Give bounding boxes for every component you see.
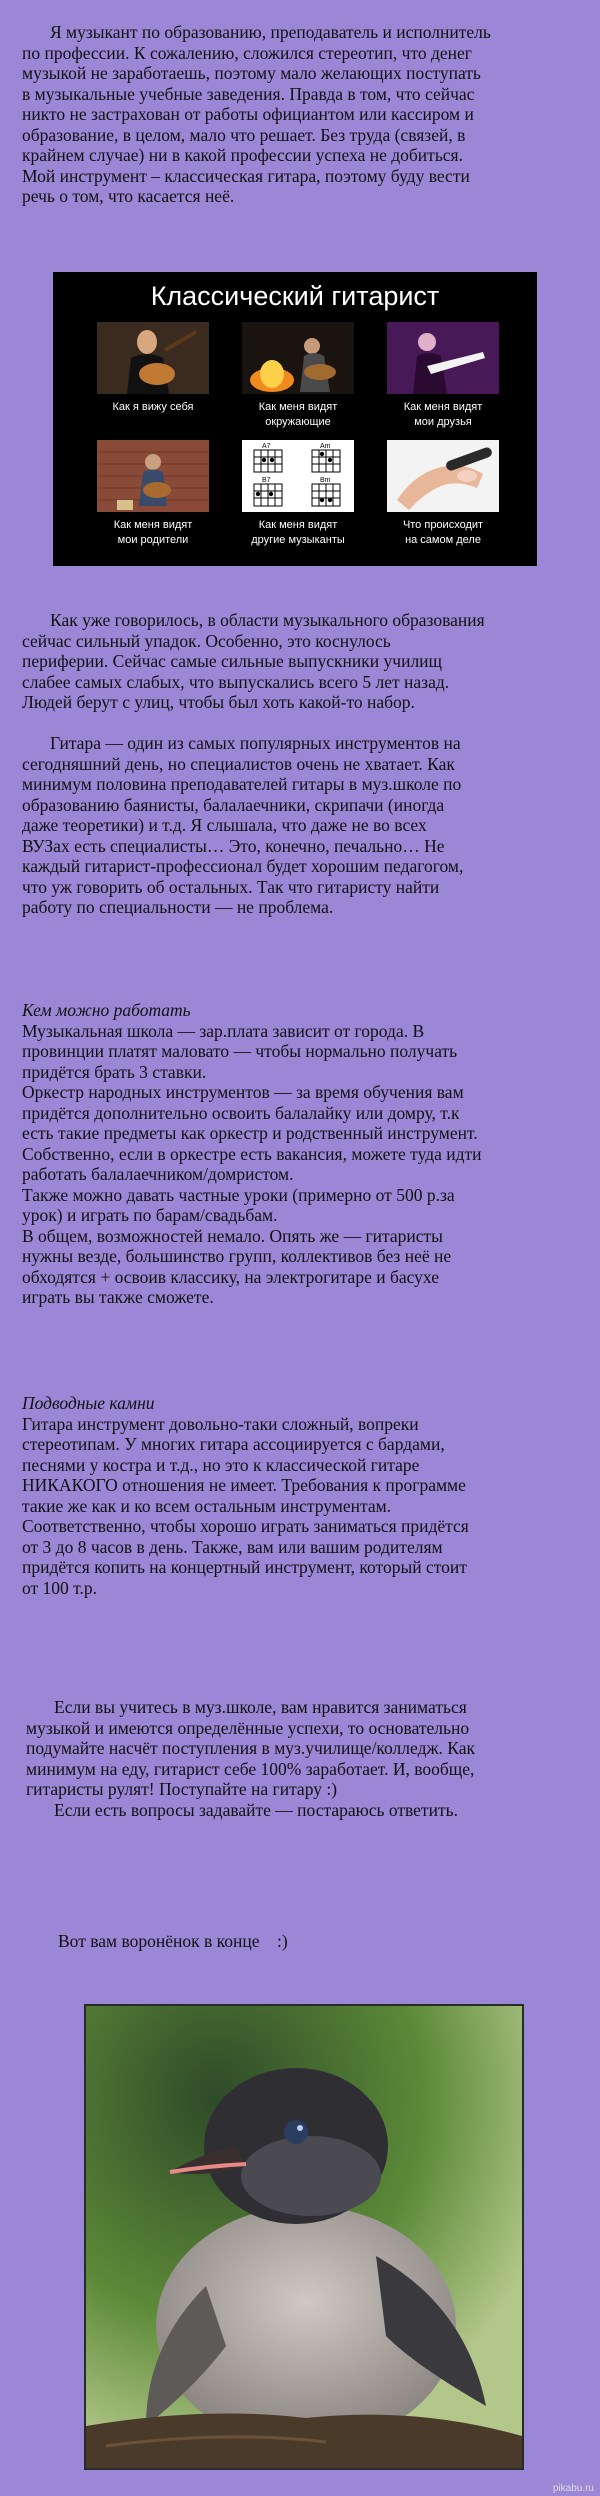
- meme-caption: Как меня видят мои друзья: [403, 401, 483, 428]
- guitar-line: каждый гитарист-профессионал будет хорошим педагогом,: [22, 856, 464, 876]
- meme-picture-rock-guitarist: [387, 322, 499, 394]
- closing-line: Если вы учитесь в муз.школе, вам нравится заниматься: [54, 1697, 467, 1717]
- decline-line: слабее самых слабых, что выпускались всего 5 лет назад.: [22, 671, 450, 692]
- guitar-line: ВУЗах есть специалисты… Это, конечно, печально… Не: [22, 835, 445, 856]
- closing-line: минимум на еду, гитарист себе 100% заработает. И, вообще,: [26, 1758, 475, 1779]
- guitar-line: работу по специальности — не проблема.: [22, 897, 334, 917]
- guitar-line: что уж говорить об остальных. Так что гитаристу найти: [22, 876, 440, 897]
- decline-paragraph: [22, 610, 485, 713]
- intro-line: образование, в целом, мало что решает. Без труда (связей, в: [22, 124, 466, 145]
- work-line: Музыкальная школа — зар.плата зависит от города. В: [22, 1020, 425, 1041]
- decline-line: Как уже говорилось, в области музыкального образования: [50, 610, 485, 630]
- intro-line: Мой инструмент – классическая гитара, поэтому буду вести: [22, 165, 470, 186]
- work-line: Оркестр народных инструментов — за время обучения вам: [22, 1082, 464, 1102]
- pitfalls-line: песнями у костра и т.д., но это к классической гитаре: [22, 1454, 420, 1475]
- meme-picture-nail-file: [387, 440, 499, 512]
- decline-line: периферии. Сейчас самые сильные выпускники училищ: [22, 651, 443, 671]
- chord-label: A7: [262, 443, 271, 450]
- work-section: [22, 1000, 482, 1308]
- work-line: играть вы также сможете.: [22, 1287, 214, 1307]
- meme-picture-guitarist-suit: [97, 322, 209, 394]
- watermark: pikabu.ru: [552, 2483, 594, 2494]
- pitfalls-line: от 3 до 8 часов в день. Также, вам или вашим родителям: [22, 1536, 443, 1557]
- closing-line: музыкой и имеются определённые успехи, то основательно: [26, 1717, 470, 1738]
- meme-caption: Как меня видят другие музыканты: [251, 519, 345, 546]
- classical-guitarist-meme: [53, 272, 537, 566]
- work-line: провинции платят маловато — чтобы нормально получать: [22, 1041, 458, 1061]
- decline-line: Людей берут с улиц, чтобы был хоть какой-то набор.: [22, 692, 415, 712]
- intro-line: в музыкальные учебные заведения. Правда в том, что сейчас: [22, 83, 475, 104]
- guitar-line: минимум половина преподавателей гитары в муз.школе по: [22, 774, 462, 794]
- guitar-line: даже теоретики) и т.д. Я слышала, что даже не во всех: [22, 815, 427, 835]
- intro-line: музыкой не заработаешь, поэтому мало желающих поступать: [22, 63, 481, 83]
- meme-caption: Что происходит на самом деле: [402, 519, 484, 546]
- pitfalls-section: [22, 1393, 469, 1598]
- pitfalls-line: НИКАКОГО отношения не имеет. Требования к программе: [22, 1475, 466, 1495]
- intro-line: речь о том, что касается неё.: [22, 186, 235, 206]
- intro-line: по профессии. К сожалению, сложился стереотип, что денег: [22, 42, 472, 63]
- intro-line: Я музыкант по образованию, преподаватель и исполнитель: [50, 22, 491, 42]
- work-heading: Кем можно работать: [22, 1000, 191, 1020]
- chord-label: B7: [262, 477, 271, 484]
- decline-line: сейчас сильный упадок. Особенно, это коснулось: [22, 630, 391, 651]
- guitar-paragraph: [22, 733, 463, 918]
- chord-label: Bm: [320, 477, 331, 484]
- pitfalls-line: придётся копить на концертный инструмент, который стоит: [22, 1557, 467, 1577]
- intro-line: никто не застрахован от работы официантом или кассиром и: [22, 104, 474, 124]
- work-line: придётся брать 3 ставки.: [22, 1061, 207, 1082]
- pitfalls-line: стереотипам. У многих гитара ассоциируется с бардами,: [22, 1434, 445, 1454]
- meme-picture-chord-charts: [242, 440, 354, 512]
- guitar-line: образованию баянисты, балалаечники, скрипачи (иногда: [22, 794, 445, 815]
- work-line: обходятся + освоив классику, на электрогитаре и басухе: [22, 1266, 440, 1287]
- meme-picture-street-guitarist: [97, 440, 209, 512]
- questions-line: Если есть вопросы задавайте — постараюсь ответить.: [54, 1799, 458, 1820]
- crow-illustration: [86, 2006, 522, 2468]
- meme-title: Классический гитарист: [150, 281, 440, 311]
- guitar-line: сегодняшний день, но специалистов очень не хватает. Как: [22, 753, 455, 774]
- work-line: есть такие предметы как оркестр и родственный инструмент.: [22, 1123, 478, 1143]
- work-line: урок) и играть по барам/свадьбам.: [22, 1205, 278, 1225]
- closing-line: гитаристы рулят! Поступайте на гитару :): [26, 1779, 338, 1799]
- meme-caption: Как меня видят мои родители: [113, 519, 193, 546]
- closing-paragraph: [26, 1697, 475, 1820]
- work-line: В общем, возможностей немало. Опять же — гитаристы: [22, 1225, 443, 1246]
- guitar-line: Гитара — один из самых популярных инструментов на: [50, 733, 461, 753]
- pitfalls-line: Соответственно, чтобы хорошо играть заниматься придётся: [22, 1516, 469, 1536]
- work-line: Также можно давать частные уроки (примерно от 500 р.за: [22, 1184, 455, 1205]
- pitfalls-line: от 100 т.р.: [22, 1577, 97, 1598]
- work-line: Собственно, если в оркестре есть вакансия, можете туда идти: [22, 1143, 482, 1164]
- meme-caption: Как меня видят окружающие: [258, 401, 338, 428]
- work-line: работать балалаечником/домристом.: [22, 1164, 294, 1184]
- closing-line: подумайте насчёт поступления в муз.училище/колледж. Как: [26, 1738, 476, 1758]
- pitfalls-line: Гитара инструмент довольно-таки сложный, вопреки: [22, 1413, 419, 1434]
- intro-line: крайнем случае) ни в какой профессии успеха не добиться.: [22, 145, 463, 165]
- crow-photo: [86, 2006, 522, 2468]
- pitfalls-heading: Подводные камни: [22, 1393, 155, 1413]
- intro-paragraph: [22, 22, 491, 207]
- crow-caption: Вот вам воронёнок в конце :): [58, 1931, 288, 1951]
- pitfalls-line: такие же как и ко всем остальным инструментам.: [22, 1495, 392, 1516]
- chord-label: Am: [320, 443, 331, 450]
- work-line: нужны везде, большинство групп, коллективов без неё не: [22, 1246, 452, 1266]
- meme-caption: Как я вижу себя: [112, 401, 194, 413]
- work-line: придётся дополнительно освоить балалайку или домру, т.к: [22, 1102, 460, 1123]
- meme-picture-campfire: [242, 322, 354, 394]
